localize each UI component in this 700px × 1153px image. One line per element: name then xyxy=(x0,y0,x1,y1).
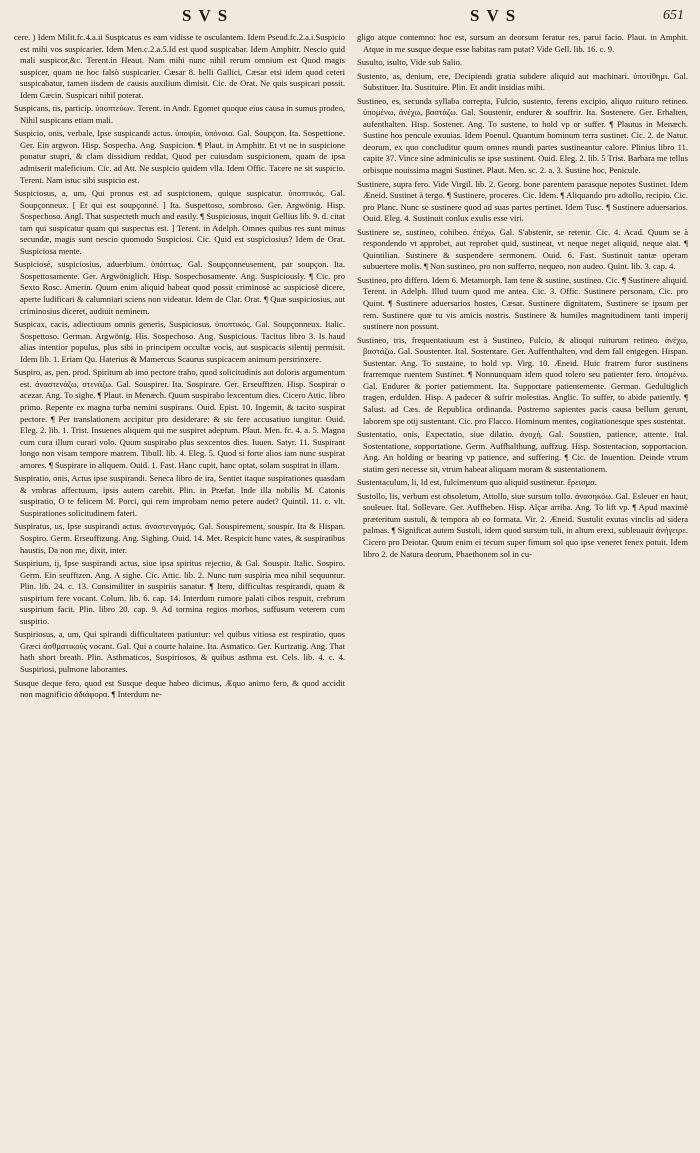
dictionary-entry: Suspirium, ij, Ipse suspirandi actus, siue ipsa spiritus rejectio, & Gal. Souspir. Italic. Sospiro. Germ. Ein seufftzen. Ang. A sighe. Cic. Attic. lib. 2. Nunc tum suspiria mea nihil sequuntur. Plin. lib. 24. c. 13. Consimiliter in suspiriis sanatur. ¶ Item, difficultas respirandi, quam & suspirium fere vocant. Colum. lib. 6. cap. 14. Interdum rumore palati cibos respuit, crebrum suspirium facit. Plin. libro 20. cap. 9. Ad tormina regios morbos, suffusum veterem cum suspirio. xyxy=(14,558,345,626)
dictionary-entry: Susque deque fero, quod est Susque deque habeo dicimus, Æquo animo fero, & quod accidit non magnificio ἀδιάφορα. ¶ Interdum ne- xyxy=(14,677,345,700)
dictionary-entry: Sustineo, tris, frequentatiuum est à Sustineo, Fulcio, & alioqui ruiturum retineo. ἀνέχω, βαστάζω. Gal. Soustenter. Ital. Sostentare. Ger. Auffenthalten, vnd dem fall entgegen. Hispan. Sustentar. Ang. To sustaine, to hold vp. Virg. 10. Æneid. Huic fratrem furor sustinens frarremque ruentem Sustinet. ¶ Nonnunquam idem quod tolero seu patienter fero. ὑπομένω. Gal. Endurer & porter patiemment. Ita. Supportare patientemente. German. Gedultiglich tragen, erdulden. Hisp. A padecer & sufrir molestias. Anglic. To suffer, to abide patiently. ¶ Salust. ad Cæs. de Republica ordinanda. Postremo sapientes pacis causa bellum gerunt, laborem spe otij sustentant. Cic. pro Flacco. Hominum mentes, cogitationesque spes sustentat. xyxy=(357,334,688,426)
dictionary-entry: Sustineo, es, secunda syllaba correpta, Fulcio, sustento, ferens excipio, aliquo ruituro retineo. ὑπομένω, ἀνέχω, βαστάζω. Gal. Soustenir, endurer & souffrir. Ita. Sostenere. Ger. Erhalten, aufenthalten. Hisp. Sostener. Ang. To sustene, to hold vp or suffer. ¶ Plautus in Menæch. Sustine hos pencule exuuias. Idem Poenul. Quantum hominum terra sustinet. Cic. 2. de Natur. deorum, ex quo concluditur quum omnes mundi partes sustineantur calore. Plinius libro 11. capite 37. Vince sine adminiculis se ipse sustinent. Ouid. Eleg. 2. lib. 5 Trist. Barbara me tellus orbisque nouissima magni Sustinet. Plaut. Men. sc. 2. a. 3. Sustine hoc, Penicule. xyxy=(357,95,688,176)
dictionary-entry: Sustento, as, denium, ere, Decipiendi gratia subdere aliquid aut machinari. ὑποτίθημι. Gal. Substituer. Ita. Sustituire. Plin. Et andit insidias mihi. xyxy=(357,70,688,93)
page-number: 651 xyxy=(663,8,684,23)
right-column xyxy=(357,32,688,703)
dictionary-entry: Suspicans, tis, particip. ὑποπτεύων. Terent. in Andr. Egomet quoque eius causa in sumus prodeo, Nihil suspicans etiam mali. xyxy=(14,103,345,125)
left-column xyxy=(14,32,345,703)
dictionary-entry: Sustineo, pro differo. Idem 6. Metamorph. Iam tene & sustine, sustineo. Cic. ¶ Sustinere aliquid. Terent. in Adelph. Illud tuum quod me antea. Cic. 3. Offic. Sustinere personam, Cic. pro Quint. ¶ Sustinere aduersarios hostes, Cæsar. Sustinere dignitatem, Sustinere se ipsum per rem. Sustinere quæ tu vis amicis nostris. Sustinere & humiles magnitudinem tanti imperij sustinere non possunt. xyxy=(357,274,688,332)
running-head-left: SVS xyxy=(182,6,235,25)
dictionary-entry: Suspiratus, us, Ipse suspirandi actus. ἀναστεναγμός. Gal. Souspirement, souspir. Ita & Hispan. Sospiro. Germ. Erseufftzung. Ang. Sighing. Ouid. 14. Met. Respicit hunc vates, & suspiratibus haustis, Da non me, dixit, inter. xyxy=(14,521,345,555)
dictionary-entry: cere. ) Idem Milit.fc.4.a.ii Suspicatus es eam vidisse te osculantem. Idem Pseud.fc.2.a.i.Suspicio est mihi vos suspicarier. Idem Men.c.2.a.5.Id est quod suspicabar. Idem Amphitr. Nescio quid mali suspicor,&c. Terent.in Heaut. Nam mihi nunc nihil rerum omnium est Quod magis suspicer, quam ne hoc falsò suspicarier. Cæsar 8. belli Gallici, Cæsar etsi idem quod ceteri suspicabatur, tamen iisdem de causis auxilium dimisit. Cic. de Orat. Ne quis suspicari possit. Idem Cæcin. Suspicari nihil poterat. xyxy=(14,32,345,100)
dictionary-entry: Suspiciosus, a, um, Qui pronus est ad suspicionem, quique suspicatur. ὑποπτικός. Gal. Soupçonneux. [ Et qui est soupçonné. ] Ita. Suspettoso, sombroso. Ger. Argwönig. Hisp. Sospechoso. Angl. That suspecteth much and easily. ¶ Suspiciosus, inquit Gellius lib. 9. d. citat tam qui suspicatur quam qui suspectus est. ] Terent. in Adelph. Omnes quibus res sunt minus secundæ, magis sunt nescio quomodo Suspiciosi. Cic. Quid est suspiciosius? Idem de Orat. Suspiciosa mente. xyxy=(14,188,345,256)
dictionary-entry: Suspicax, cacis, adiectiuum omnis generis, Suspiciosus. ὑποπτικός. Gal. Soupçonneux. Italic. Sospettoso. German. Argwönig. His. Sospechoso. Ang. Suspicious. Tacitus libro 3. Is haud alias intentior populus, plus sibi in principem occultæ vocis, aut suspicacis silentij permisit. Idem lib. 1. Eriam Qu. Haterius & Mamercus Scaurus suspicacem animum perstrinxere. xyxy=(14,319,345,364)
dictionary-entry: Sustinere se, sustineo, cohibeo. ἐπέχω. Gal. S'abstenir, se retenir. Cic. 4. Acad. Quum se à respondendo vt approbet, aut reprobet quid, sustineat, vt neque neget aliquid, neque aiat. ¶ Quintilian. Sustinere & suspendere sermonem. Ouid. 6. Fast. Sustinuit tantæ operam subuertere molis. ¶ Non sustineo, pro non sufferro, nequeo, non audeo. Quint. lib. 3. cap. 4. xyxy=(357,226,688,272)
dictionary-entry: Suspiratio, onis, Actus ipse suspirandi. Seneca libro de ira, Sentiet itaque suspirationes quasdam & vmbras affectuum, ipsis autem carebit. Plin. in Præfat. Inde illa nobilis M. Catonis suspiratio, O te felicem M. Porci, qui rem improbam nemo petere audet? Quintil. 11. c. vlt. Suspirationes solicitudinem fateri. xyxy=(14,473,345,518)
dictionary-entry: Sustentaculum, li, Id est, fulcimentum quo aliquid sustinetur. ἔρεισμα. xyxy=(357,477,597,488)
text-columns xyxy=(14,32,688,703)
page-header xyxy=(14,6,688,28)
dictionary-entry: Suspiciosè, suspiciosius, aduerbium. ὑπόπτως. Gal. Soupçonneusement, par soupçon. Ita. Sospettosamente. Ger. Argwöniglich. Hisp. Sospechosamente. Ang. Suspiciously. ¶ Cic. pro Sexto Rosc. Amerin. Quum enim aliquid habeat quod possit criminosè ac suspiciosè dicere, aperte ludificari & calumniari sciens non videatur. Idem de Clar. Orat. ¶ Quæ suspiciosius, aut criminosius diceret, audiuit neminem. xyxy=(14,259,345,316)
dictionary-entry: Susulto, isulto, Vide sub Salio. xyxy=(357,57,462,68)
dictionary-entry: gligo atque contemno: hoc est, sursum an deorsum feratur res, parui facio. Plaut. in Amphit. Atque in me susque deque esse habitas ram putat? Vide Gell. lib. 16. c. 9. xyxy=(357,32,688,54)
dictionary-entry: Sustentatio, onis, Expectatio, siue dilatio. ἀνοχή. Gal. Soustien, patience, attente. Ital. Sostentatione, sopportatione. Germ. Auffhalthung, auffzug. Hisp. Sostentacion, sopportacion. Ang. An holding or bearing vp patience, and suffering. ¶ Cic. de Inuention. Deinde vtrum statim geri necesse sit, vtrum habeat aliquam moram & sustentationem. xyxy=(357,429,688,474)
dictionary-entry: Suspiriosus, a, um, Qui spirandi difficultatem patiuntur: vel quibus vitiosa est respiratio, quos Græci ἀσθματικούς vocant. Gal. Qui a courte halaine. Ita. Asmatico. Ger. Kurtzatig. Ang. That hath short breath. Plin. Asthmaticos, Suspiriosos, & quibus asthma est. Cels. lib. 4. c. 4. Suspiriosi, pulmone laborantes. xyxy=(14,629,345,674)
dictionary-entry: Sustinere, supra fero. Vide Virgil. lib. 2. Georg. bone parentem parasque nepotes Sustinet. Idem Æneid. Sustinet à tergo. ¶ Sustinere, proceres. Cic. Idem. ¶ Aliquando pro adtollo, recipio. Cic. pro Planc. Nunc se sustinere quod ad suas partes pertinet. Idem Tusc. ¶ Sustinere aduersarios. Ouid. Eleg. 4. Sustinuit conlux exulis esse viri. xyxy=(357,178,688,224)
dictionary-entry: Suspicio, onis, verbale, Ipse suspicandi actus. ὑποψία, ὑπόνοια. Gal. Soupçon. Ita. Sospettione. Ger. Ein argwon. Hisp. Sospecha. Ang. Suspicion. ¶ Plaut. in Amphitr. Et vt ne in suspicione ponatur stupri, & clam dissidium reddat, Quod per cuiusdam suspicionem, quam de ipsa admiserit maleficium. Cic. ad Att. Ne suspicio quidem vlla. Idem Offic. Tacere ne sit suspicio. Terent. Nam istuc sibi suspicio est. xyxy=(14,128,345,185)
dictionary-entry: Suspiro, as, pen. prod. Spiritum ab imo pectore traho, quod solicitudinis aut doloris argumentum est. ἀναστενάζω, στενάζω. Gal. Souspirer. Ita. Sospirare. Ger. Erseufftzen. Hisp. Sospirar o acezar. Ang. To sighe. ¶ Plaut. in Menæch. Quum suspirabo lexcentum dies. Cicero Attic. libro primo. Repente ex magna turba nemini suspirans. Ouid. Epist. 10. Ingemit, & tacito suspirat pectore. ¶ Per translationem accipitur pro desiderare: & sic fere accusatiuo iungitur. Ouid. Eleg. 2. lib. 1. Trist. Insuenes aliquem qui me suspiret adeptum. Plaut. Men. fc. 4. a. 5. Magna cum cura illum curari volo. Quum suspirabo plus sexcentos dies. Iuuen. Satyr. 11. Suspirant longo non visam tempore matrem. Tibull. lib. 4. Eleg. 5. Quod si forte alios iam nunc suspirat amores. ¶ Suspirare in aliquem. Ouid. 1. Fast. Hanc cupit, hanc optat, solam suspirat in illam. xyxy=(14,367,345,470)
dictionary-entry: Sustollo, lis, verbum est obsoletum, Attollo, siue sursum tollo. ἀνασηκόω. Gal. Esleuer en haut, souleuer. Ital. Sollevare. Ger. Auffheben. Hisp. Alçar arriba. Ang. To lift vp. ¶ Apud maximè præteritum sustuli, & tempora ab eo formata. Vir. 2. Æneid. Sustulit exutas vinclis ad sidera palmas. ¶ Significat autem Sustuli, idem quod sursum tuli, in altum erexi, subleuauit ἀνήγειρε. Cicero pro Deiotar. Quum enim ei tecum super fimum sol quo ipse veneret fenex potuit. Idem libro 2. de Natura deorum, Phaethonem sol in cu- xyxy=(357,490,688,559)
running-head-right: SVS xyxy=(470,6,523,25)
